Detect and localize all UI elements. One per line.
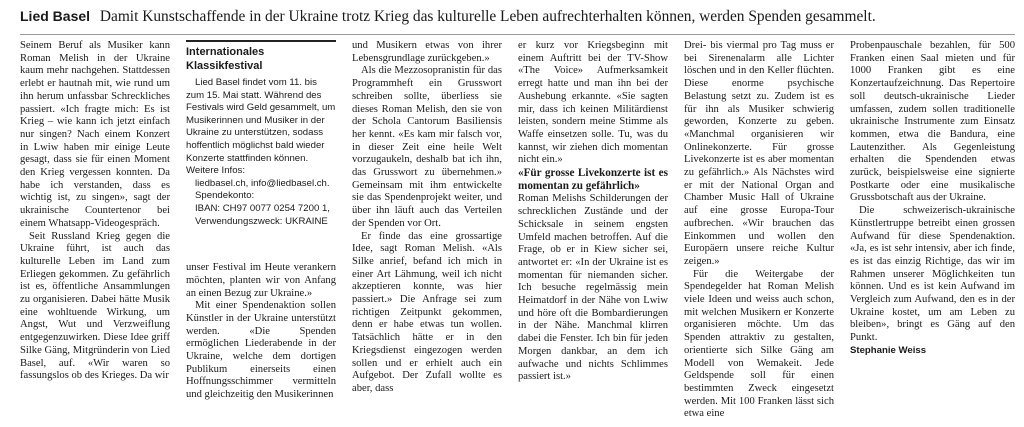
article-column-2	[186, 40, 336, 422]
article-headline	[20, 5, 1015, 28]
article-column-6	[850, 40, 1015, 422]
paragraph: unser Festival im Heute verankern möchten, planten wir von Anfang an einen Bezug zur Ukraine.»	[186, 262, 336, 299]
paragraph: Er finde das eine grossartige Idee, sagt Roman Melish. «Als Silke anrief, befand ich mich in einer Art Lähmung, weil ich nicht akzeptieren konnte, was hier passiert.» Die Anfrage sei zum richtigen Zeitpunkt gekommen, denn er habe etwas tun wollen. Tatsächlich hätte er in den Kriegsdienst eingezogen werden sollen und er erhielt auch ein Aufgebot. Der Zufall wollte es aber, dass	[352, 230, 502, 394]
paragraph: Die schweizerisch-ukrainische Künstlertruppe betreibt einen grossen Aufwand für diese Spendenaktion. «Ja, es ist sehr intensiv, aber ich finde, es ist das einzig Richtige, das wir im Rahmen unserer Möglichkeiten tun können. Und es ist kein Aufwand im Vergleich zum Aufwand, den es in der Ukraine kostet, um am Leben zu bleiben», bringt es Gäng auf den Punkt.	[850, 205, 1015, 344]
paragraph: Als die Mezzosopranistin für das Programmheft ein Grusswort schreiben sollte, überliess sie dieses Roman Melish, den sie von der Schola Cantorum Basiliensis her kennt. «Es kam mir falsch vor, in dieser Zeit eine heile Welt vorzugaukeln, deshalb bat ich ihn, das Grusswort zu übernehmen.» Gemeinsam mit ihm entwickelte sie das Spendenprojekt weiter, und über ihn läuft auch das Verteilen der Spenden vor Ort.	[352, 65, 502, 229]
headline-kicker: Lied Basel	[20, 8, 91, 24]
author-byline: Stephanie Weiss	[850, 344, 927, 356]
info-box-purpose: Verwendungszweck: UKRAINE	[195, 215, 328, 227]
article-column-4	[518, 40, 668, 422]
info-box	[186, 40, 336, 228]
info-box-text: Lied Basel findet vom 11. bis zum 15. Mai statt. Während des Festivals wird Geld gesammelt, um Musikerinnen und Musiker in der Ukraine zu unterstützen, sodass hoffentlich möglichst bald wieder Konzerte stattfinden können. Weitere Infos:	[186, 77, 336, 177]
info-box-iban: IBAN: CH97 0077 0254 7200 1,	[195, 202, 330, 214]
article-column-5	[684, 40, 834, 422]
info-box-contact: liedbasel.ch, info@liedbasel.ch.	[195, 177, 330, 189]
paragraph: Drei- bis viermal pro Tag muss er bei Sirenenalarm alle Lichter löschen und in den Keller flüchten. Diese enorme psychische Belastung setzt zu. Zudem ist es für ihn als Musiker schwierig geworden, Konzerte zu geben. «Manchmal organisieren wir Onlinekonzerte. Für grosse Livekonzerte ist es aber momentan zu gefährlich.» Als Nächstes wird er mit der National Organ and Chamber Music Hall of Ukraine auf eine grosse Europa-Tour aufbrechen. «Wir brauchen das Einkommen und wollen den Europäern unsere reiche Kultur zeigen.»	[684, 40, 834, 267]
paragraph: Seinem Beruf als Musiker kann Roman Melish in der Ukraine kaum mehr nachgehen. Stattdessen erlebt er hautnah mit, wie rund um ihn herum unfassbar Schreckliches passiert. «Ich fragte mich: Es ist Krieg – wie kann ich jetzt einfach nur singen? Nach einem Konzert in Lwiw haben mir einige Leute gesagt, dass sie für einen Moment den Krieg vergessen konnten. Da habe ich verstanden, dass es wichtig ist, zu singen», sagt der ukrainische Countertenor bei einem Whatsapp-Videogespräch.	[20, 40, 170, 229]
paragraph: Seit Russland Krieg gegen die Ukraine führt, ist auch das kulturelle Leben im Land zum Erliegen gekommen. Zu gefährlich ist es, öffentliche Ansammlungen zu organisieren. Dabei hätte Musik eine wohltuende Wirkung, um Angst, Wut und Verzweiflung entgegenzuwirken. Diese Idee griff Silke Gäng, Mitgründerin von Lied Basel, auf. «Wir waren so fassungslos ob des Krieges. Da wir	[20, 230, 170, 382]
headline-rule	[20, 34, 1015, 35]
article-column-3	[352, 40, 502, 422]
paragraph: Für die Weitergabe der Spendegelder hat Roman Melish viele Ideen und weiss auch schon, mit welchen Musikern er Konzerte organisieren möchte. Um das Spenden attraktiv zu gestalten, orientierte sich Silke Gäng am Modell von Wemakeit. Jede Geldspende soll für einen bestimmten Zweck eingesetzt werden. Mit 100 Franken lässt sich etwa eine	[684, 268, 834, 420]
paragraph: Probenpauschale bezahlen, für 500 Franken einen Saal mieten und für 1000 Franken gibt es eine Konzertaufzeichnung. Das Repertoire soll deutsch-ukrainische Lieder umfassen, zudem sollen traditionelle ukrainische Instrumente zum Einsatz kommen, etwa die Bandura, eine Lautenzither. Als Gegenleistung erhalten die Spendenden etwas zurück, beispielsweise eine signierte Postkarte oder eine musikalische Grussbotschaft aus der Ukraine.	[850, 40, 1015, 204]
paragraph: Mit einer Spendenaktion sollen Künstler in der Ukraine unterstützt werden. «Die Spenden ermöglichen Liederabende in der Ukraine, welche dem dortigen Publikum einerseits einen Hoffnungsschimmer vermitteln und gleichzeitig den Musikerinnen	[186, 300, 336, 401]
paragraph: Roman Melishs Schilderungen der schrecklichen Zustände und der Schicksale in seinem engsten Umfeld machen betroffen. Auf die Frage, ob er in Kiew sicher sei, antwortet er: «In der Ukraine ist es momentan für niemanden sicher. Ich besuche regelmässig mein Heimatdorf in der Nähe von Lwiw und höre oft die Bombardierungen in der Nähe. Manchmal klirren dabei die Fenster. Ich bin für jeden Morgen dankbar, an dem ich aufwache und nichts Schlimmes passiert ist.»	[518, 193, 668, 383]
subheading: «Für grosse Livekonzerte ist es momentan zu gefährlich»	[518, 167, 668, 193]
info-box-account-label: Spendekonto:	[195, 190, 255, 202]
paragraph: er kurz vor Kriegsbeginn mit einem Auftritt bei der TV-Show «The Voice» Aufmerksamkeit erregt hatte und man ihn bei der Aushebung erkannte. «Sie sagten mir, dass ich keinen Militärdienst leisten, sondern meine Stimme als Waffe einsetzen solle. Tu, was du kannst, wir ziehen dich momentan nicht ein.»	[518, 40, 668, 166]
info-box-title: Internationales Klassikfestival	[186, 40, 336, 73]
headline-title: Damit Kunstschaffende in der Ukraine trotz Krieg das kulturelle Leben aufrechterhalten können, werden Spenden gesammelt.	[99, 8, 876, 25]
paragraph: und Musikern etwas von ihrer Lebensgrundlage zurückgeben.»	[352, 40, 502, 64]
article-column-1	[20, 40, 170, 422]
